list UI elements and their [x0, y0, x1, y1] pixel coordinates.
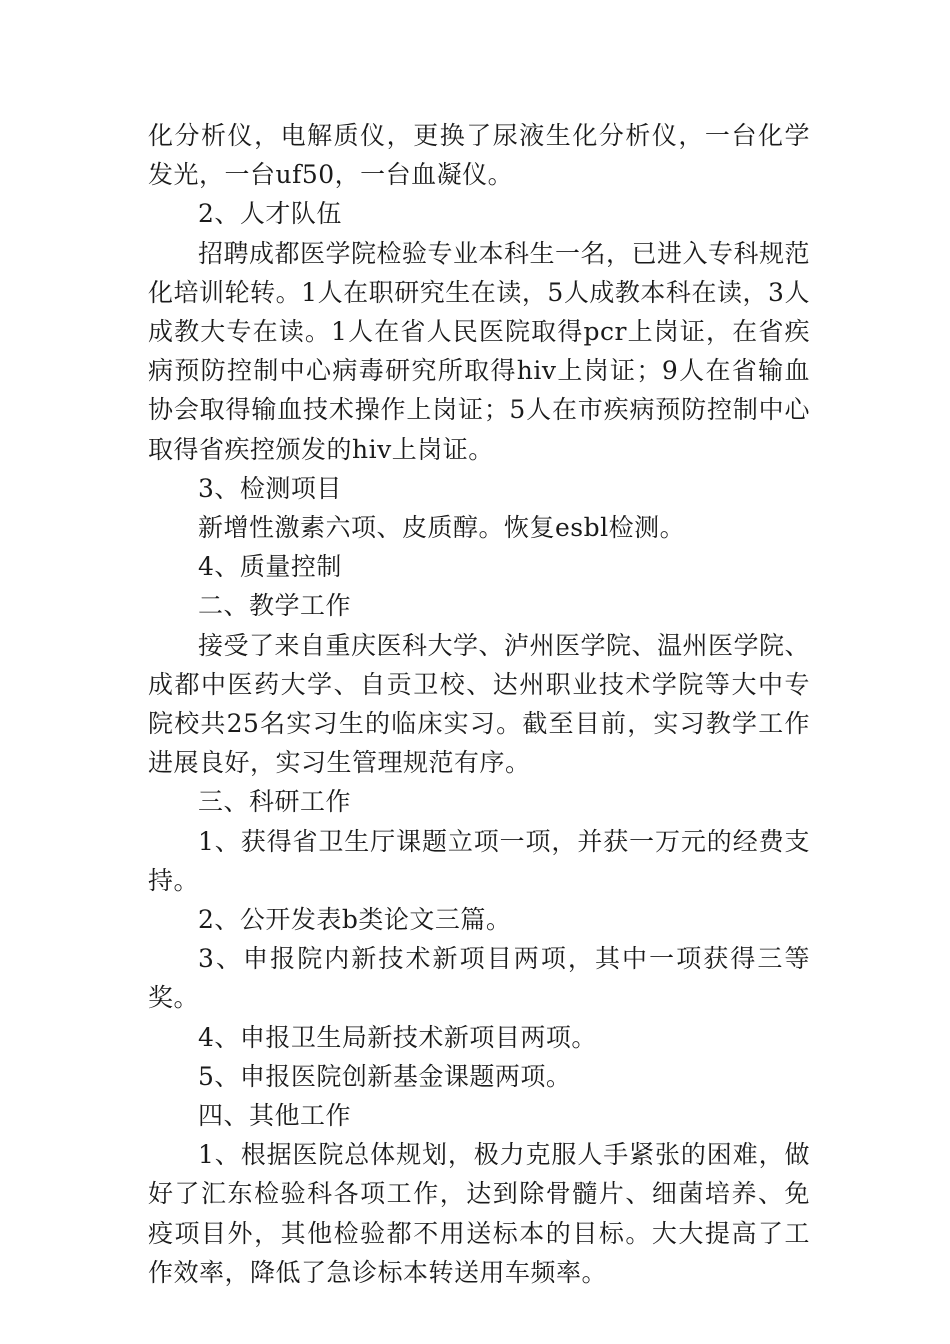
list-item-research-1: 1、获得省卫生厅课题立项一项，并获一万元的经费支持。 — [148, 826, 810, 895]
list-item-research-2: 2、公开发表b类论文三篇。 — [198, 905, 512, 935]
heading-research-work: 三、科研工作 — [198, 787, 352, 817]
paragraph-teaching-work: 接受了来自重庆医科大学、泸州医学院、温州医学院、成都中医药大学、自贡卫校、达州职业技术学院等大中专院校共25名实习生的临床实习。截至目前，实习教学工作进展良好，实习生管理规范有序。 — [148, 630, 811, 778]
paragraph-instruments-continued: 化分析仪，电解质仪，更换了尿液生化分析仪，一台化学发光，一台uf50，一台血凝仪。 — [148, 121, 810, 190]
heading-other-work: 四、其他工作 — [198, 1101, 352, 1131]
paragraph-other-work: 1、根据医院总体规划，极力克服人手紧张的困难，做好了汇东检验科各项工作，达到除骨髓片、细菌培养、免疫项目外，其他检验都不用送标本的目标。大大提高了工作效率，降低了急诊标本转送用车频率。 — [148, 1140, 810, 1287]
document-body — [148, 116, 810, 1292]
paragraph-talent-team: 招聘成都医学院检验专业本科生一名，已进入专科规范化培训轮转。1人在职研究生在读，5人成教本科在读，3人成教大专在读。1人在省人民医院取得pcr上岗证，在省疾病预防控制中心病毒研究所取得hiv上岗证；9人在省输血协会取得输血技术操作上岗证；5人在市疾病预防控制中心取得省疾控颁发的hiv上岗证。 — [148, 238, 811, 464]
list-item-research-4: 4、申报卫生局新技术新项目两项。 — [198, 1022, 597, 1052]
heading-teaching-work: 二、教学工作 — [198, 591, 352, 621]
heading-talent-team: 2、人才队伍 — [198, 199, 342, 229]
list-item-research-5: 5、申报医院创新基金课题两项。 — [198, 1061, 572, 1091]
heading-quality-control: 4、质量控制 — [198, 552, 342, 582]
paragraph-test-items: 新增性激素六项、皮质醇。恢复esbl检测。 — [198, 513, 686, 543]
list-item-research-3: 3、申报院内新技术新项目两项，其中一项获得三等奖。 — [148, 944, 810, 1013]
heading-test-items: 3、检测项目 — [198, 473, 342, 503]
